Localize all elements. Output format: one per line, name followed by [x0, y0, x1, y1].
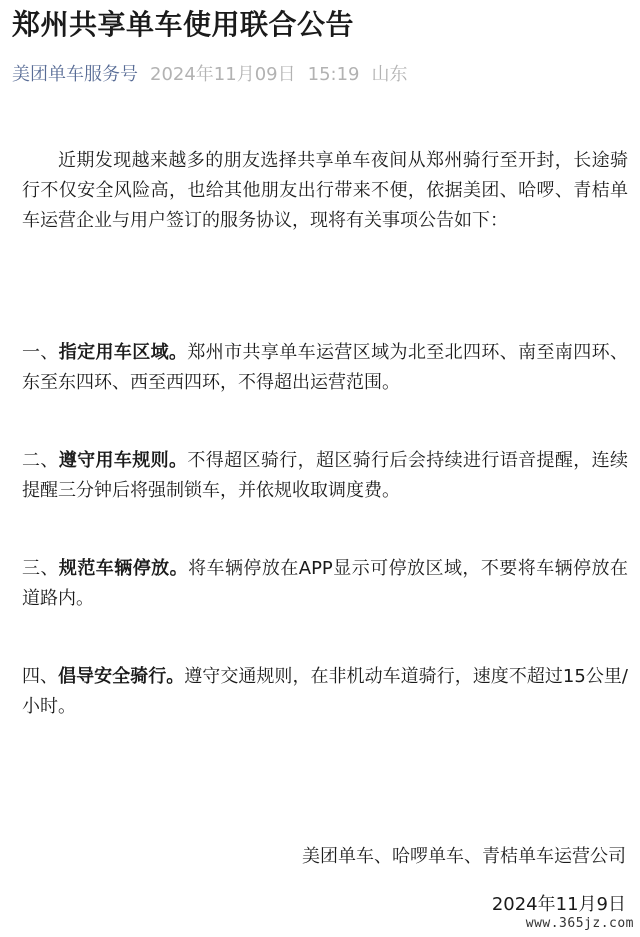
notice-item-2: [22, 446, 628, 506]
item-prefix: 一、: [22, 342, 59, 363]
site-watermark: www.365jz.com: [525, 916, 634, 931]
notice-item-1: [22, 338, 628, 398]
publish-time: 15:19: [307, 64, 360, 85]
article-title: 郑州共享单车使用联合公告: [12, 8, 355, 41]
publish-date: 2024年11月09日: [150, 64, 296, 85]
notice-item-3: [22, 554, 628, 614]
item-lead: 倡导安全骑行。: [58, 666, 185, 687]
signature-date: 2024年11月9日: [491, 894, 626, 915]
item-prefix: 四、: [22, 666, 59, 687]
account-name-link[interactable]: 美团单车服务号: [12, 64, 138, 85]
signature: 美团单车、哈啰单车、青桔单车运营公司: [302, 846, 626, 867]
publish-location: 山东: [371, 64, 408, 85]
item-text: 将车辆停放在APP显示可停放区域，不要将车辆停放在道路内。: [22, 558, 628, 609]
item-lead: 指定用车区域。: [58, 342, 188, 363]
item-prefix: 二、: [22, 450, 59, 471]
intro-paragraph: 近期发现越来越多的朋友选择共享单车夜间从郑州骑行至开封，长途骑行不仅安全风险高，也给其他朋友出行带来不便，依据美团、哈啰、青桔单车运营企业与用户签订的服务协议，现将有关事项公告如下：: [22, 150, 628, 231]
item-text: 郑州市共享单车运营区域为北至北四环、南至南四环、东至东四环、西至西四环，不得超出运营范围。: [22, 342, 628, 393]
article-meta: [12, 62, 408, 88]
item-lead: 遵守用车规则。: [58, 450, 188, 471]
notice-item-4: [22, 662, 628, 722]
item-prefix: 三、: [22, 558, 59, 579]
item-lead: 规范车辆停放。: [58, 558, 189, 579]
item-text: 不得超区骑行，超区骑行后会持续进行语音提醒，连续提醒三分钟后将强制锁车，并依规收取调度费。: [22, 450, 628, 501]
item-text: 遵守交通规则，在非机动车道骑行，速度不超过15公里/小时。: [22, 666, 628, 717]
